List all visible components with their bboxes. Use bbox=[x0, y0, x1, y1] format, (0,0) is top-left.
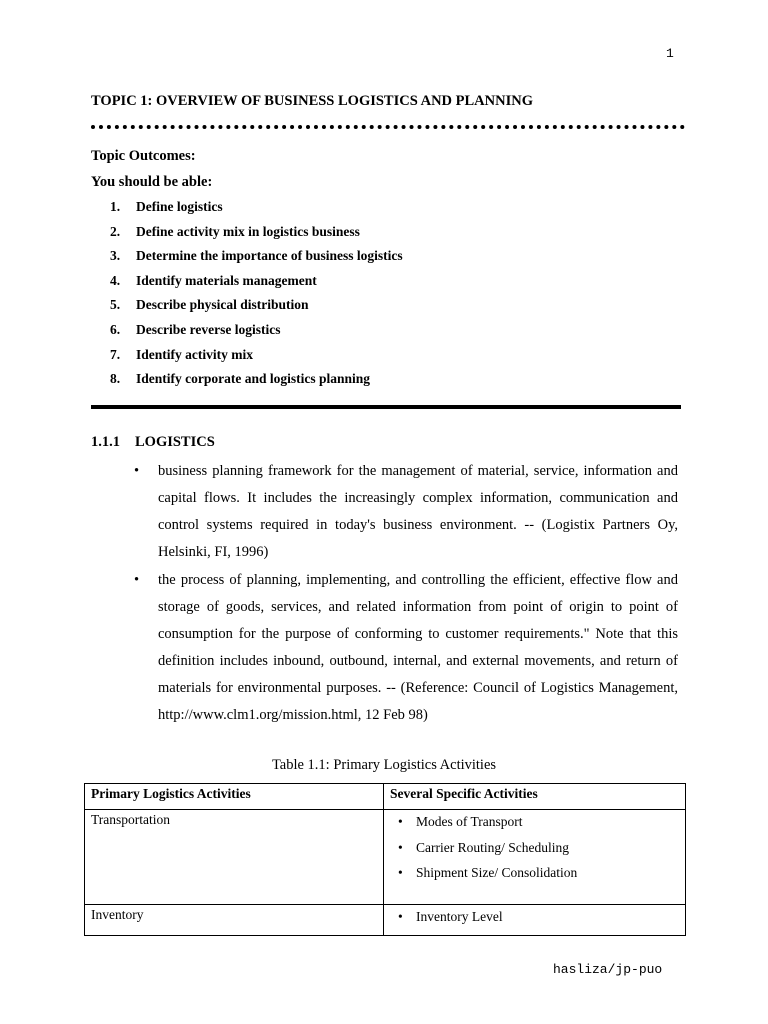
outcome-text: Determine the importance of business logistics bbox=[136, 248, 403, 264]
outcome-item bbox=[110, 322, 403, 347]
outcome-item bbox=[110, 273, 403, 298]
outcome-item bbox=[110, 347, 403, 372]
logistics-activities-table bbox=[84, 783, 686, 936]
section-number: 1.1.1 bbox=[91, 434, 120, 450]
specific-item: • Inventory Level bbox=[416, 907, 679, 933]
specifics-cell bbox=[384, 905, 686, 936]
section-divider bbox=[91, 405, 681, 409]
outcome-text: Define logistics bbox=[136, 199, 223, 214]
outcome-number: 5. bbox=[110, 297, 121, 313]
outcome-item bbox=[110, 371, 403, 396]
specifics-cell bbox=[384, 810, 686, 905]
outcome-text: Define activity mix in logistics business bbox=[136, 223, 360, 239]
outcome-number: 1. bbox=[110, 199, 121, 214]
table-header-primary: Primary Logistics Activities bbox=[85, 784, 384, 810]
activity-cell: Transportation bbox=[85, 810, 384, 905]
outcome-number: 6. bbox=[110, 321, 121, 337]
section-title: LOGISTICS bbox=[135, 434, 215, 450]
outcomes-heading: Topic Outcomes: bbox=[91, 148, 196, 164]
outcome-number: 8. bbox=[110, 371, 121, 387]
specific-item: • Carrier Routing/ Scheduling bbox=[416, 838, 679, 864]
outcome-number: 2. bbox=[110, 223, 121, 239]
table-caption-text: Table 1.1: Primary Logistics Activities bbox=[271, 757, 497, 773]
outcome-number: 4. bbox=[110, 272, 121, 288]
definition-list bbox=[158, 458, 678, 730]
outcome-text: Describe physical distribution bbox=[136, 297, 309, 313]
definition-item: • the process of planning, implementing, and controlling the efficient, effective flow and storage of goods, services, and related information from point of origin to point of consumption for the purpose of conforming to customer requirements." Note that this definition includes inbound, outbound, internal, and external movements, and return of materials for environmental purposes. -- (Reference: Council of Logistics Management, http://www.clm1.org/mission.html, 12 Feb 98) bbox=[158, 567, 678, 729]
section-heading bbox=[91, 434, 215, 451]
dotted-divider bbox=[91, 125, 685, 129]
table-row bbox=[85, 905, 686, 936]
table-header-specific: Several Specific Activities bbox=[384, 784, 686, 810]
table-header-row bbox=[85, 784, 686, 810]
page-number: 1 bbox=[666, 46, 674, 61]
outcome-text: Identify activity mix bbox=[136, 346, 253, 362]
specific-item: • Shipment Size/ Consolidation bbox=[416, 863, 679, 889]
outcome-item bbox=[110, 224, 403, 249]
outcome-number: 7. bbox=[110, 346, 121, 362]
outcome-item bbox=[110, 297, 403, 322]
table-row bbox=[85, 810, 686, 905]
definition-item: • business planning framework for the management of material, service, information and capital flows. It includes the increasingly complex information, communication and control systems required in today's business environment. -- (Logistix Partners Oy, Helsinki, FI, 1996) bbox=[158, 458, 678, 566]
outcome-text: Identify corporate and logistics planning bbox=[136, 371, 371, 387]
outcome-number: 3. bbox=[110, 248, 121, 264]
outcomes-intro: You should be able: bbox=[91, 174, 213, 190]
outcome-item bbox=[110, 199, 403, 224]
specifics-list bbox=[390, 907, 679, 933]
outcome-text: Describe reverse logistics bbox=[136, 321, 281, 337]
activity-cell: Inventory bbox=[85, 905, 384, 936]
specifics-list bbox=[390, 812, 679, 889]
specific-item: • Modes of Transport bbox=[416, 812, 679, 838]
outcome-item bbox=[110, 248, 403, 273]
outcomes-list bbox=[110, 199, 403, 396]
page-title: TOPIC 1: OVERVIEW OF BUSINESS LOGISTICS AND PLANNING bbox=[91, 93, 533, 109]
table-caption bbox=[0, 757, 768, 774]
outcome-text: Identify materials management bbox=[136, 272, 317, 288]
page-footer: hasliza/jp-puo bbox=[553, 962, 663, 977]
